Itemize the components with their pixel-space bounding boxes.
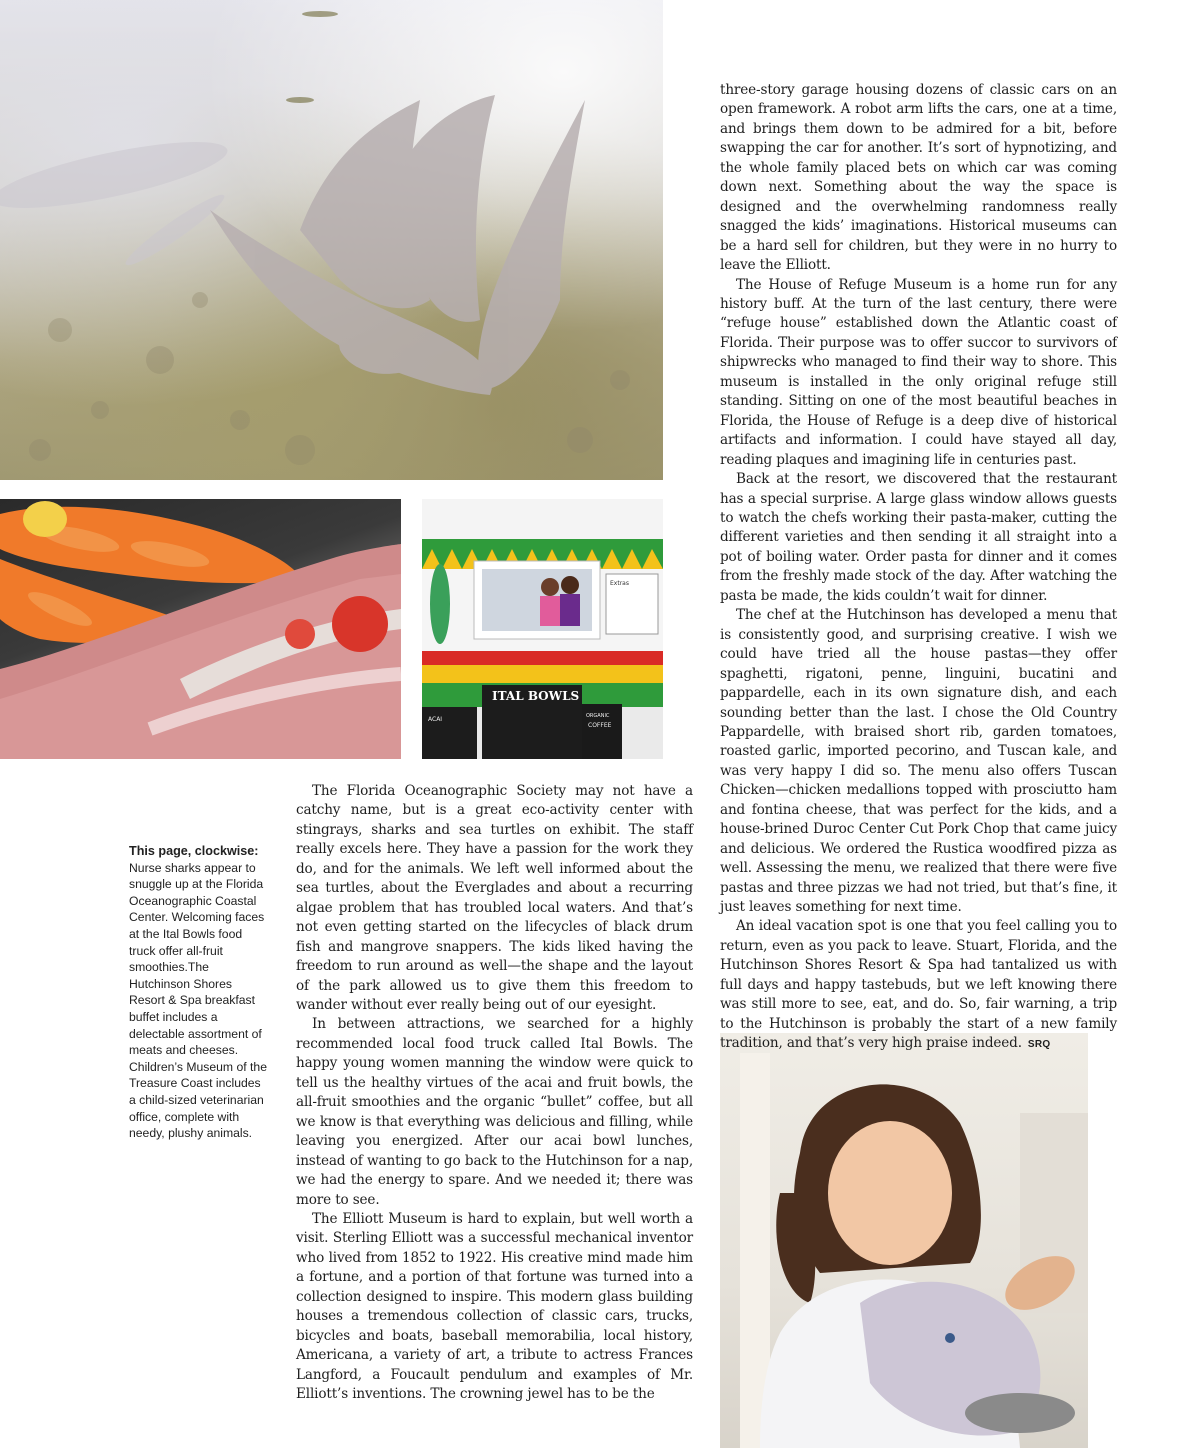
nurse-sharks-illustration	[0, 0, 663, 480]
board-left-label: ACAI	[428, 716, 443, 723]
article-column-middle	[296, 782, 693, 1405]
caption-lead: This page, clockwise:	[129, 844, 259, 858]
article-paragraph: The Florida Oceanographic Society may not have a catchy name, but is a great eco-activity center with stingrays, sharks and sea turtles on exhibit. The staff really excels here. They have a passion for the work they do, and for the animals. We left well informed about the sea turtles, about the Everglades and about a recurring algae problem that has troubled local waters. And that’s not even getting started on the lifecycles of black drum fish and mangrove snappers. The kids liked having the freedom to run around as well—the shape and the layout of the park allowed us to give them this freedom to wander without ever really being out of our eyesight.	[296, 783, 693, 1013]
article-paragraph-continued: three-story garage housing dozens of classic cars on an open framework. A robot arm lifts the cars, one at a time, and brings them down to be admired for a bit, before swapping the car for another. It’s sort of hypnotizing, and the whole family placed bets on which car was coming down next. Something about the way the space is designed and the overwhelming randomness really snagged the kids’ imaginations. Historical museums can be a hard sell for children, but they were in no hurry to leave the Elliott.	[720, 82, 1117, 274]
truck-sign: ITAL BOWLS	[492, 689, 580, 703]
childrens-museum-photo	[720, 1033, 1088, 1448]
breakfast-buffet-photo	[0, 499, 401, 759]
photo-caption	[129, 843, 269, 1142]
nurse-sharks-photo	[0, 0, 663, 480]
menu-board-title: Extras	[610, 580, 629, 587]
girl-illustration	[720, 1033, 1088, 1448]
food-truck-illustration	[422, 499, 663, 759]
end-mark: SRQ	[1027, 1039, 1051, 1051]
food-truck-photo	[422, 499, 663, 759]
final-paragraph-text: An ideal vacation spot is one that you feel calling you to return, even as you pack to leave. Stuart, Florida, and the Hutchinson Shores Resort & Spa had tantalized us with full days and happy tastebuds, but we left knowing there was still more to see, eat, and do. So, fair warning, a trip to the Hutchinson is probably the start of a new family tradition, and that’s very high praise indeed.	[720, 918, 1117, 1052]
article-paragraph: The Elliott Museum is hard to explain, but well worth a visit. Sterling Elliott was a successful mechanical inventor who lived from 1852 to 1922. His creative mind made him a fortune, and a portion of that fortune was turned into a collection designed to inspire. This modern glass building houses a tremendous collection of classic cars, trucks, bicycles and boats, baseball memorabilia, local history, Americana, a variety of art, a tribute to actress Frances Langford, a Foucault pendulum and examples of Mr. Elliott’s inventions. The crowning jewel has to be the	[296, 1210, 693, 1403]
board-right-label-2: COFFEE	[588, 722, 612, 729]
buffet-illustration	[0, 499, 401, 759]
article-paragraph: The chef at the Hutchinson has developed a menu that is consistently good, and surprising creative. I wish we could have tried all the house pastas—they offer spaghetti, rigatoni, penne, linguini, bucatini and pappardelle, each in its own signature dish, and each sounding better than the last. I chose the Old Country Pappardelle, with braised short rib, garden tomatoes, roasted garlic, imported pecorino, and Tuscan kale, and was very happy I did so. The menu also offers Tuscan Chicken—chicken medallions topped with prosciutto ham and fontina cheese, that was perfect for the kids, and a house-brined Duroc Center Cut Pork Chop that came juicy and delicious. We ordered the Rustica woodfired pizza as well. Assessing the menu, we realized that there were five pastas and three pizzas we had not tried, but that’s fine, it just leaves something for next time.	[720, 607, 1117, 916]
caption-text: Nurse sharks appear to snuggle up at the Florida Oceanographic Coastal Center. Welcoming faces at the Ital Bowls food truck offer all-fruit smoothies.The Hutchinson Shores Resort & Spa breakfast buffet includes a delectable assortment of meats and cheeses. Children’s Museum of the Treasure Coast includes a child-sized veterinarian office, complete with needy, plushy animals.	[129, 860, 267, 1141]
board-right-label-1: ORGANIC	[586, 713, 610, 719]
article-paragraph: In between attractions, we searched for a highly recommended local food truck called Ital Bowls. The happy young women manning the window were quick to tell us the healthy virtues of the acai and fruit bowls, the all-fruit smoothies and the organic “bullet” coffee, but all we know is that everything was delicious and filling, while leaving you energized. After our acai bowl lunches, instead of wanting to go back to the Hutchinson for a nap, we had the energy to spare. And we needed it; there was more to see.	[296, 1016, 693, 1208]
article-paragraph-final	[720, 917, 1117, 1054]
article-paragraph: The House of Refuge Museum is a home run for any history buff. At the turn of the last century, there were “refuge house” established down the Atlantic coast of Florida. Their purpose was to offer succor to survivors of shipwrecks who managed to find their way to shore. This museum is installed in the only original refuge still standing. Sitting on one of the most beautiful beaches in Florida, the House of Refuge is a deep dive of historical artifacts and information. I could have stayed all day, reading plaques and imagining life in centuries past.	[720, 276, 1117, 468]
article-paragraph: Back at the resort, we discovered that the restaurant has a special surprise. A large glass window allows guests to watch the chefs working their pasta-maker, cutting the different varieties and then sending it all straight into a pot of boiling water. Order pasta for dinner and it comes from the freshly made stock of the day. After watching the pasta be made, the kids couldn’t wait for dinner.	[720, 471, 1117, 604]
article-column-right	[720, 81, 1117, 1055]
